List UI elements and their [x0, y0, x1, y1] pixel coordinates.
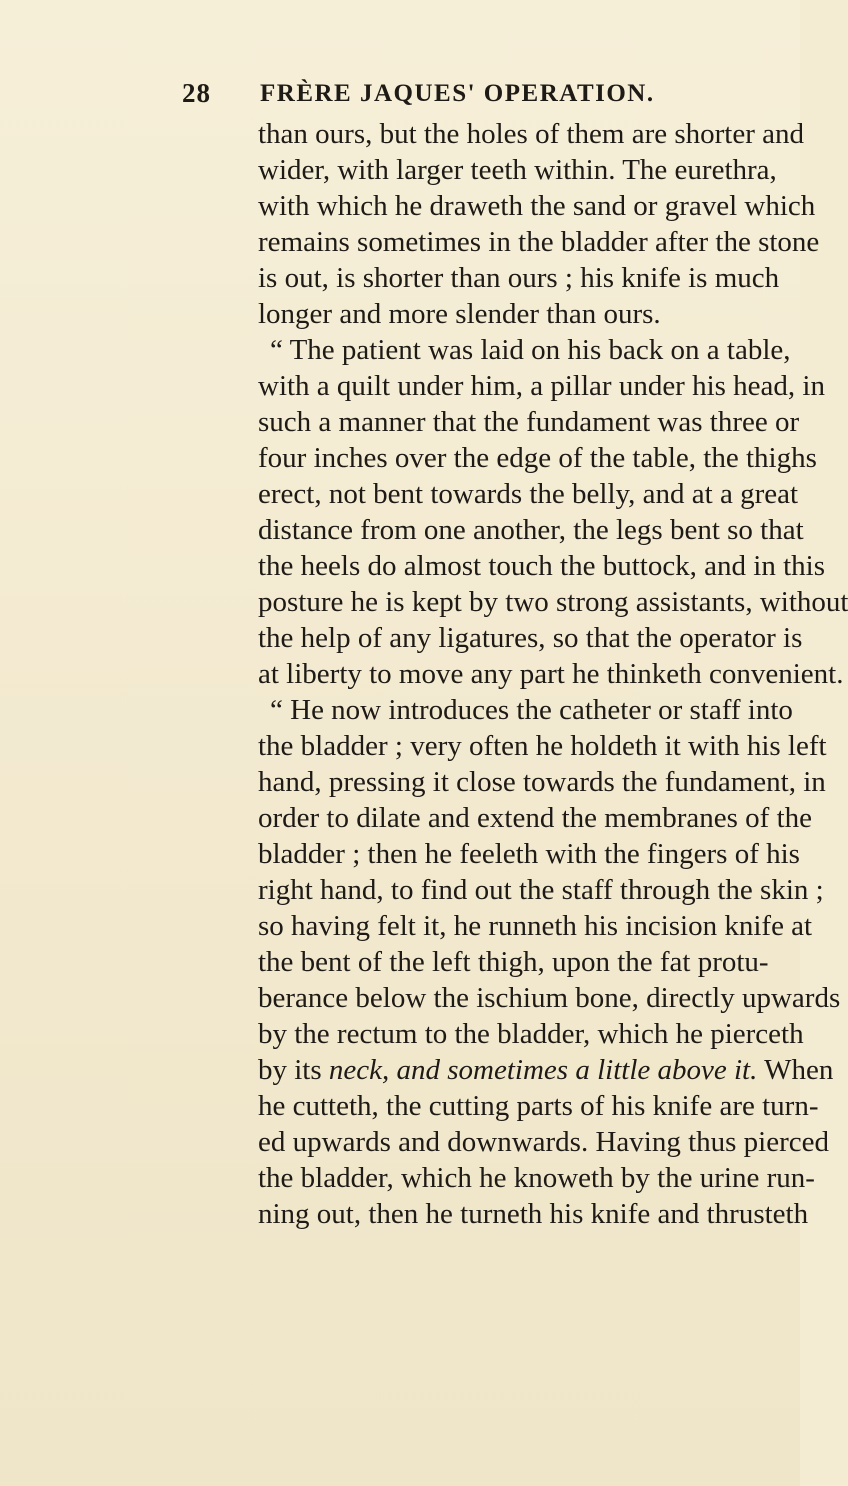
- text-line: “ He now introduces the catheter or staff into: [270, 694, 793, 726]
- text-line: the bladder, which he knoweth by the urine run-: [258, 1162, 815, 1194]
- text-line: with a quilt under him, a pillar under his head, in: [258, 370, 825, 402]
- text-segment: by its: [258, 1054, 329, 1086]
- text-line: the help of any ligatures, so that the operator is: [258, 622, 803, 654]
- text-line: erect, not bent towards the belly, and at a great: [258, 478, 799, 510]
- text-line: posture he is kept by two strong assistants, without: [258, 586, 848, 618]
- text-line: berance below the ischium bone, directly upwards: [258, 982, 841, 1014]
- text-line: by the rectum to the bladder, which he pierceth: [258, 1018, 804, 1050]
- text-line: hand, pressing it close towards the fundament, in: [258, 766, 826, 798]
- text-line: “ The patient was laid on his back on a table,: [270, 334, 791, 366]
- text-line: longer and more slender than ours.: [258, 298, 661, 330]
- text-line: four inches over the edge of the table, the thighs: [258, 442, 817, 474]
- text-segment: When: [757, 1054, 834, 1086]
- text-line: ed upwards and downwards. Having thus pierced: [258, 1126, 829, 1158]
- text-line: wider, with larger teeth within. The eurethra,: [258, 154, 777, 186]
- text-line: so having felt it, he runneth his incision knife at: [258, 910, 813, 942]
- text-line: than ours, but the holes of them are shorter and: [258, 118, 805, 150]
- italic-text-segment: neck, and sometimes a little above it.: [328, 1054, 758, 1086]
- body-text: [258, 116, 848, 1232]
- text-line: order to dilate and extend the membranes of the: [258, 802, 813, 834]
- text-line: the bladder ; very often he holdeth it with his left: [258, 730, 827, 762]
- page-number: 28: [182, 78, 211, 108]
- running-head: [0, 78, 800, 112]
- text-line: distance from one another, the legs bent so that: [258, 514, 804, 546]
- text-line: at liberty to move any part he thinketh convenient.: [258, 658, 844, 690]
- text-line: is out, is shorter than ours ; his knife is much: [258, 262, 780, 294]
- text-line: right hand, to find out the staff through the skin ;: [258, 874, 824, 906]
- text-line-with-italic: [258, 1052, 834, 1088]
- text-line: remains sometimes in the bladder after the stone: [258, 226, 820, 258]
- text-line: the heels do almost touch the buttock, and in this: [258, 550, 826, 582]
- text-line: the bent of the left thigh, upon the fat protu-: [258, 946, 769, 978]
- text-line: bladder ; then he feeleth with the fingers of his: [258, 838, 800, 870]
- text-line: he cutteth, the cutting parts of his knife are turn-: [258, 1090, 819, 1122]
- running-title: FRÈRE JAQUES' OPERATION.: [260, 80, 655, 107]
- text-line: with which he draweth the sand or gravel which: [258, 190, 816, 222]
- text-line: ning out, then he turneth his knife and thrusteth: [258, 1198, 809, 1230]
- text-line: such a manner that the fundament was three or: [258, 406, 800, 438]
